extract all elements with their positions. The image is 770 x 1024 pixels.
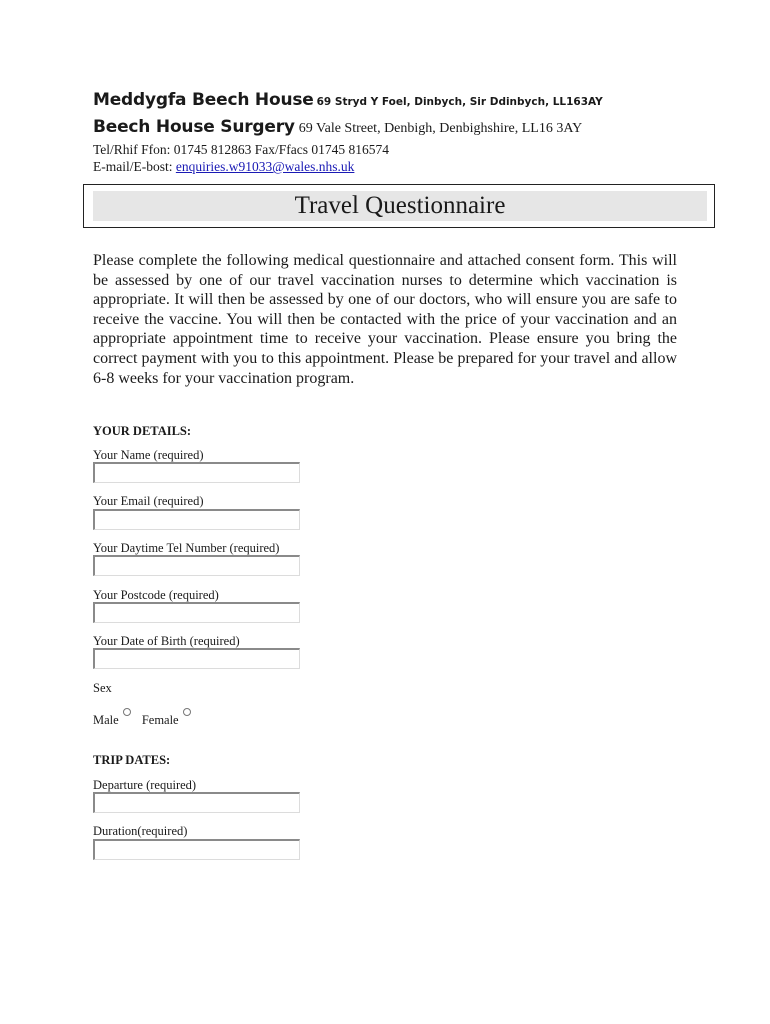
title-box — [83, 184, 715, 228]
tel-fax-line: Tel/Rhif Ffon: 01745 812863 Fax/Ffacs 01745 816574 — [93, 142, 390, 157]
email-label: Your Email (required) — [93, 494, 204, 508]
sex-radio-group — [93, 708, 193, 728]
name-label: Your Name (required) — [93, 448, 204, 462]
welsh-address: 69 Stryd Y Foel, Dinbych, Sir Ddinbych, LL163AY — [316, 96, 603, 108]
email-input[interactable] — [93, 509, 300, 530]
page-title: Travel Questionnaire — [93, 191, 707, 221]
duration-input[interactable] — [93, 839, 300, 860]
departure-label: Departure (required) — [93, 778, 197, 792]
female-radio[interactable] — [183, 708, 191, 716]
phone-label: Your Daytime Tel Number (required) — [93, 541, 280, 555]
name-input[interactable] — [93, 462, 300, 483]
welsh-practice-name: Meddygfa Beech House — [93, 90, 314, 110]
dob-label: Your Date of Birth (required) — [93, 634, 240, 648]
sex-label: Sex — [93, 681, 112, 695]
english-address: 69 Vale Street, Denbigh, Denbighshire, LL16 3AY — [298, 121, 583, 136]
male-label: Male — [93, 713, 119, 727]
female-option[interactable] — [142, 708, 193, 728]
trip-dates-heading: TRIP DATES: — [93, 753, 171, 767]
male-option[interactable] — [93, 708, 133, 728]
postcode-input[interactable] — [93, 602, 300, 623]
intro-paragraph: Please complete the following medical questionnaire and attached consent form. This will be assessed by one of our travel vaccination nurses to determine which vaccination is appropriate. It will then be assessed by one of our doctors, who will ensure you are safe to receive the vaccine. You will then be contacted with the price of your vaccination and an appropriate appointment time to receive your vaccination. Please ensure you bring the correct payment with you to this appointment. Please be prepared for your travel and allow 6-8 weeks for your vaccination program. — [93, 252, 677, 387]
dob-input[interactable] — [93, 648, 300, 669]
email-prefix: E-mail/E-bost: — [93, 159, 176, 174]
your-details-heading: YOUR DETAILS: — [93, 424, 192, 438]
phone-input[interactable] — [93, 555, 300, 576]
duration-label: Duration(required) — [93, 824, 188, 838]
email-link[interactable]: enquiries.w91033@wales.nhs.uk — [175, 159, 355, 174]
departure-input[interactable] — [93, 792, 300, 813]
english-practice-name: Beech House Surgery — [93, 117, 295, 137]
male-radio[interactable] — [123, 708, 131, 716]
email-line — [93, 159, 354, 175]
english-header — [93, 117, 582, 137]
postcode-label: Your Postcode (required) — [93, 588, 219, 602]
welsh-header — [93, 90, 603, 110]
female-label: Female — [141, 713, 179, 727]
